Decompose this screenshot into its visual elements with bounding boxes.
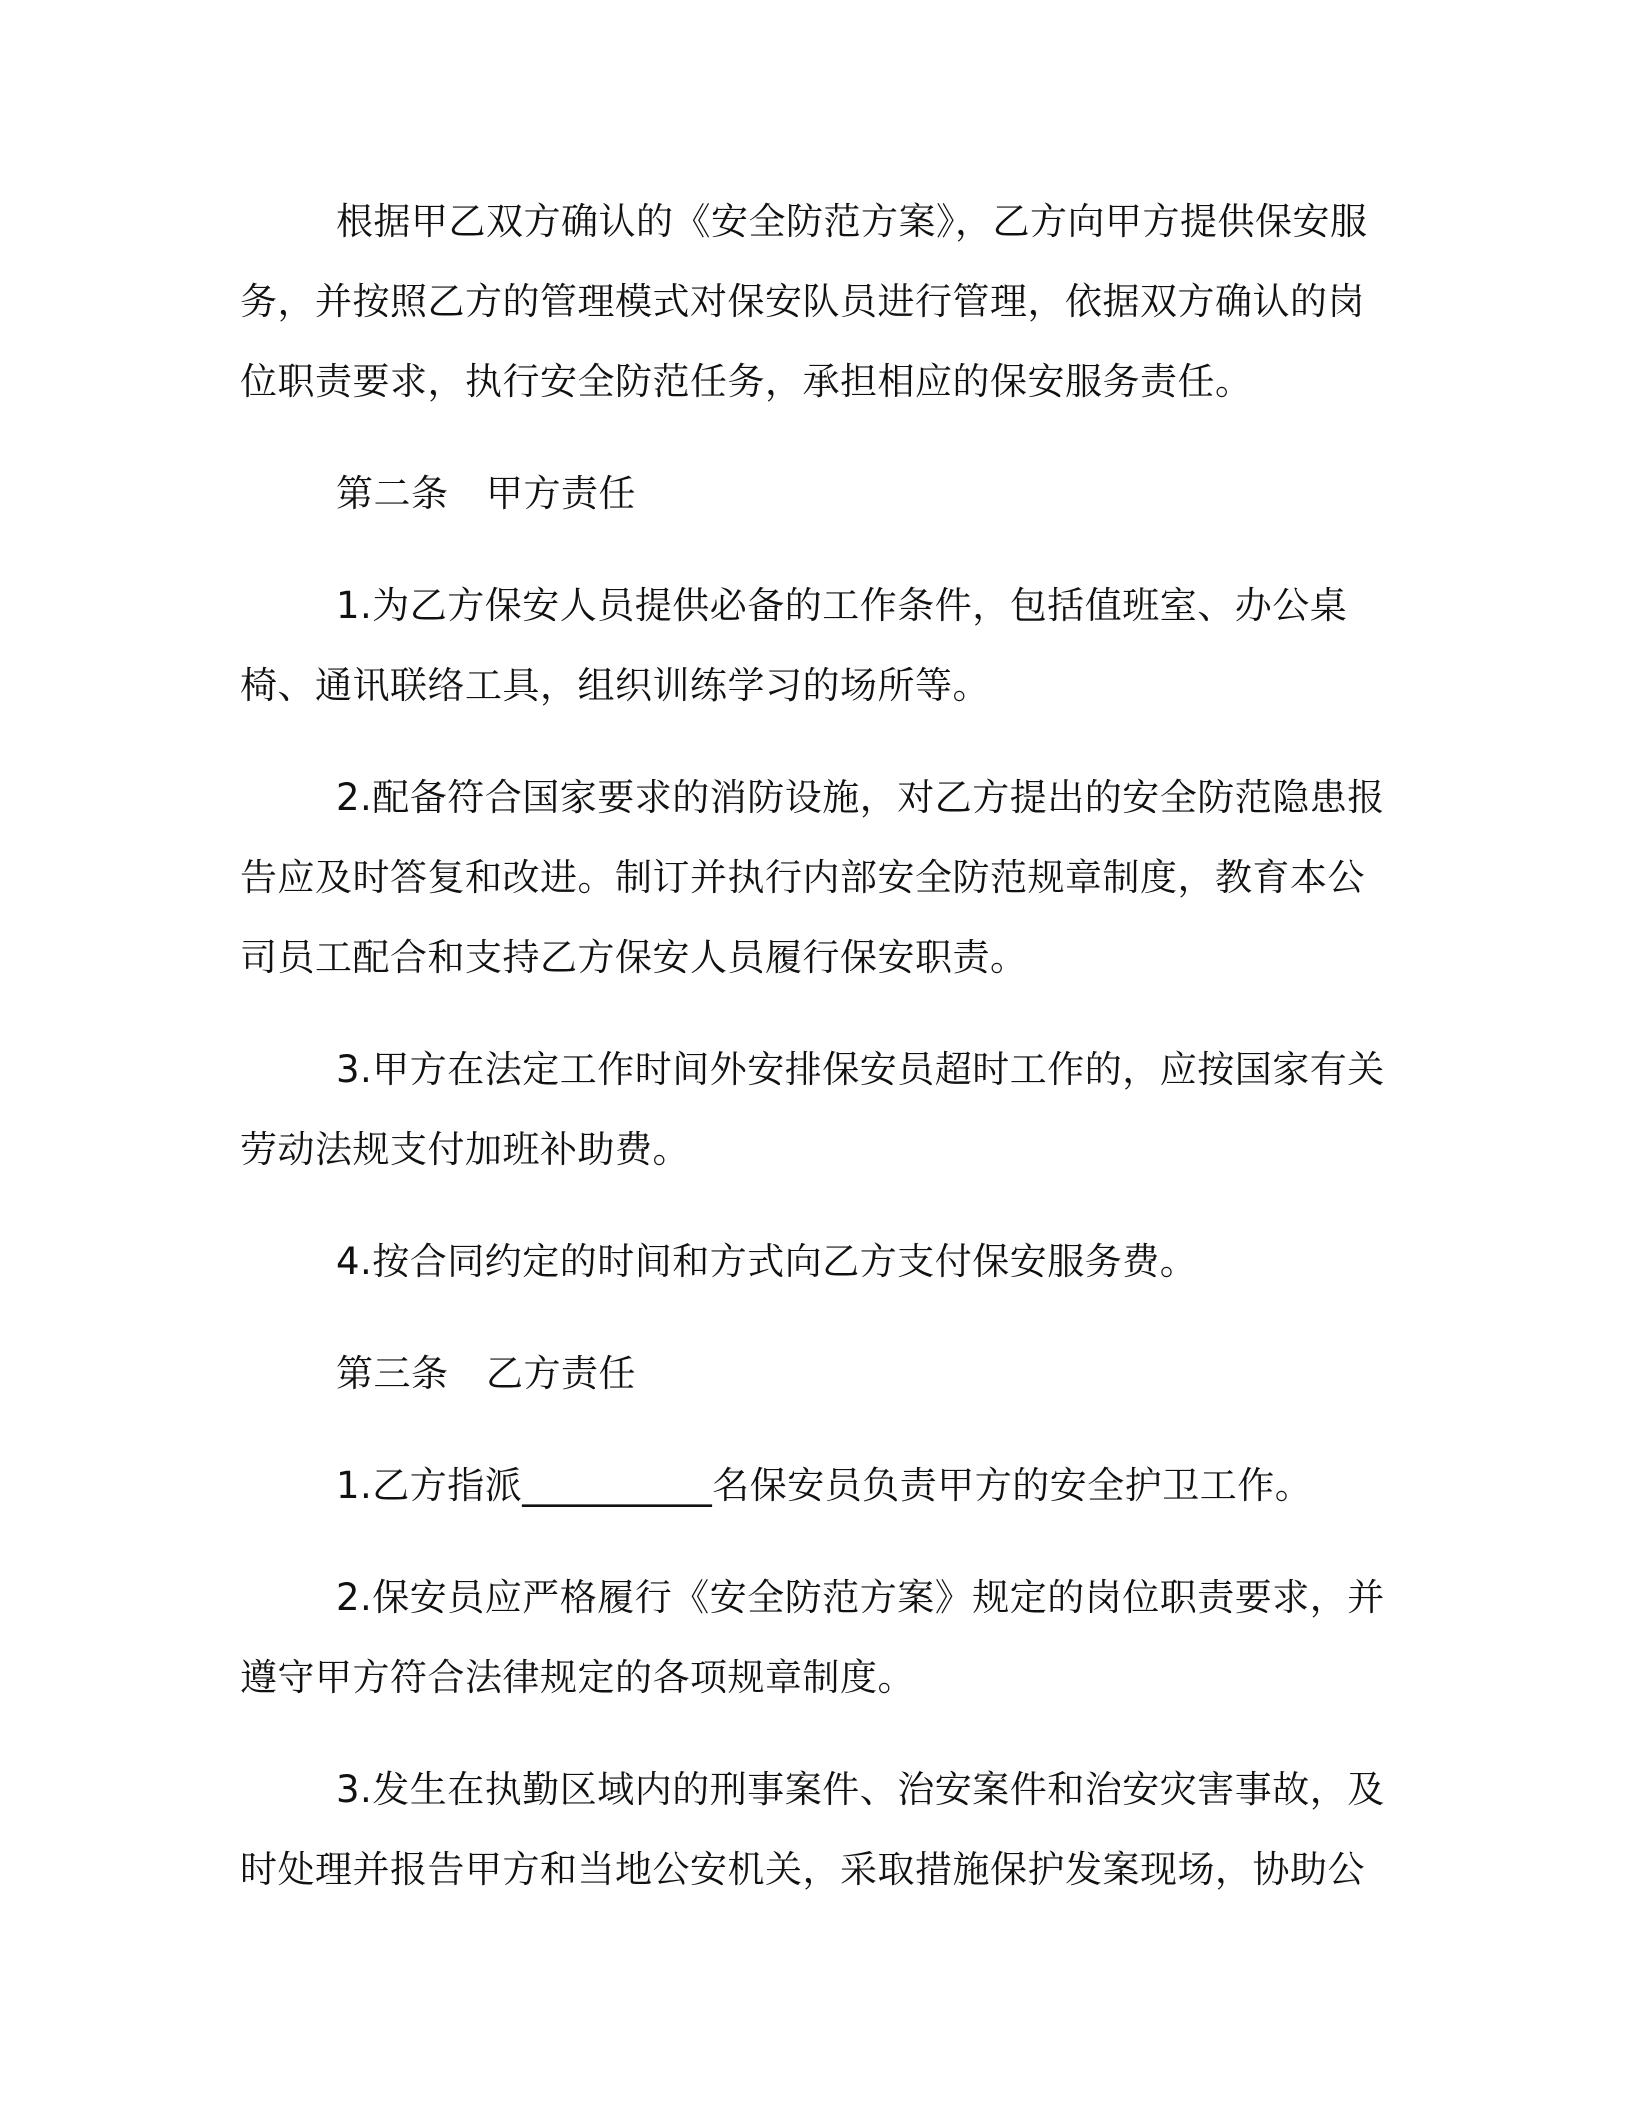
article-3-item-1: 1.乙方指派__________名保安员负责甲方的安全护卫工作。	[336, 1464, 1313, 1507]
article-2-heading: 第二条 甲方责任	[336, 472, 636, 515]
article-3-heading: 第三条 乙方责任	[336, 1352, 636, 1395]
article-2-item-2: 2.配备符合国家要求的消防设施，对乙方提出的安全防范隐患报告应及时答复和改进。制订并执行内部安全防范规章制度，教育本公司员工配合和支持乙方保安人员履行保安职责。	[240, 776, 1385, 979]
article-3-item-3: 3.发生在执勤区域内的刑事案件、治安案件和治安灾害事故，及时处理并报告甲方和当地公安机关，采取措施保护发案现场，协助公	[240, 1768, 1385, 1891]
intro-paragraph: 根据甲乙双方确认的《安全防范方案》，乙方向甲方提供保安服务，并按照乙方的管理模式对保安队员进行管理，依据双方确认的岗位职责要求，执行安全防范任务，承担相应的保安服务责任。	[240, 200, 1368, 403]
document-body	[240, 182, 1390, 1942]
article-2-item-3: 3.甲方在法定工作时间外安排保安员超时工作的，应按国家有关劳动法规支付加班补助费。	[240, 1048, 1385, 1171]
article-3-item-2: 2.保安员应严格履行《安全防范方案》规定的岗位职责要求，并遵守甲方符合法律规定的各项规章制度。	[240, 1576, 1385, 1699]
article-2-item-4: 4.按合同约定的时间和方式向乙方支付保安服务费。	[336, 1240, 1198, 1283]
article-2-item-1: 1.为乙方保安人员提供必备的工作条件，包括值班室、办公桌椅、通讯联络工具，组织训练学习的场所等。	[240, 584, 1348, 707]
